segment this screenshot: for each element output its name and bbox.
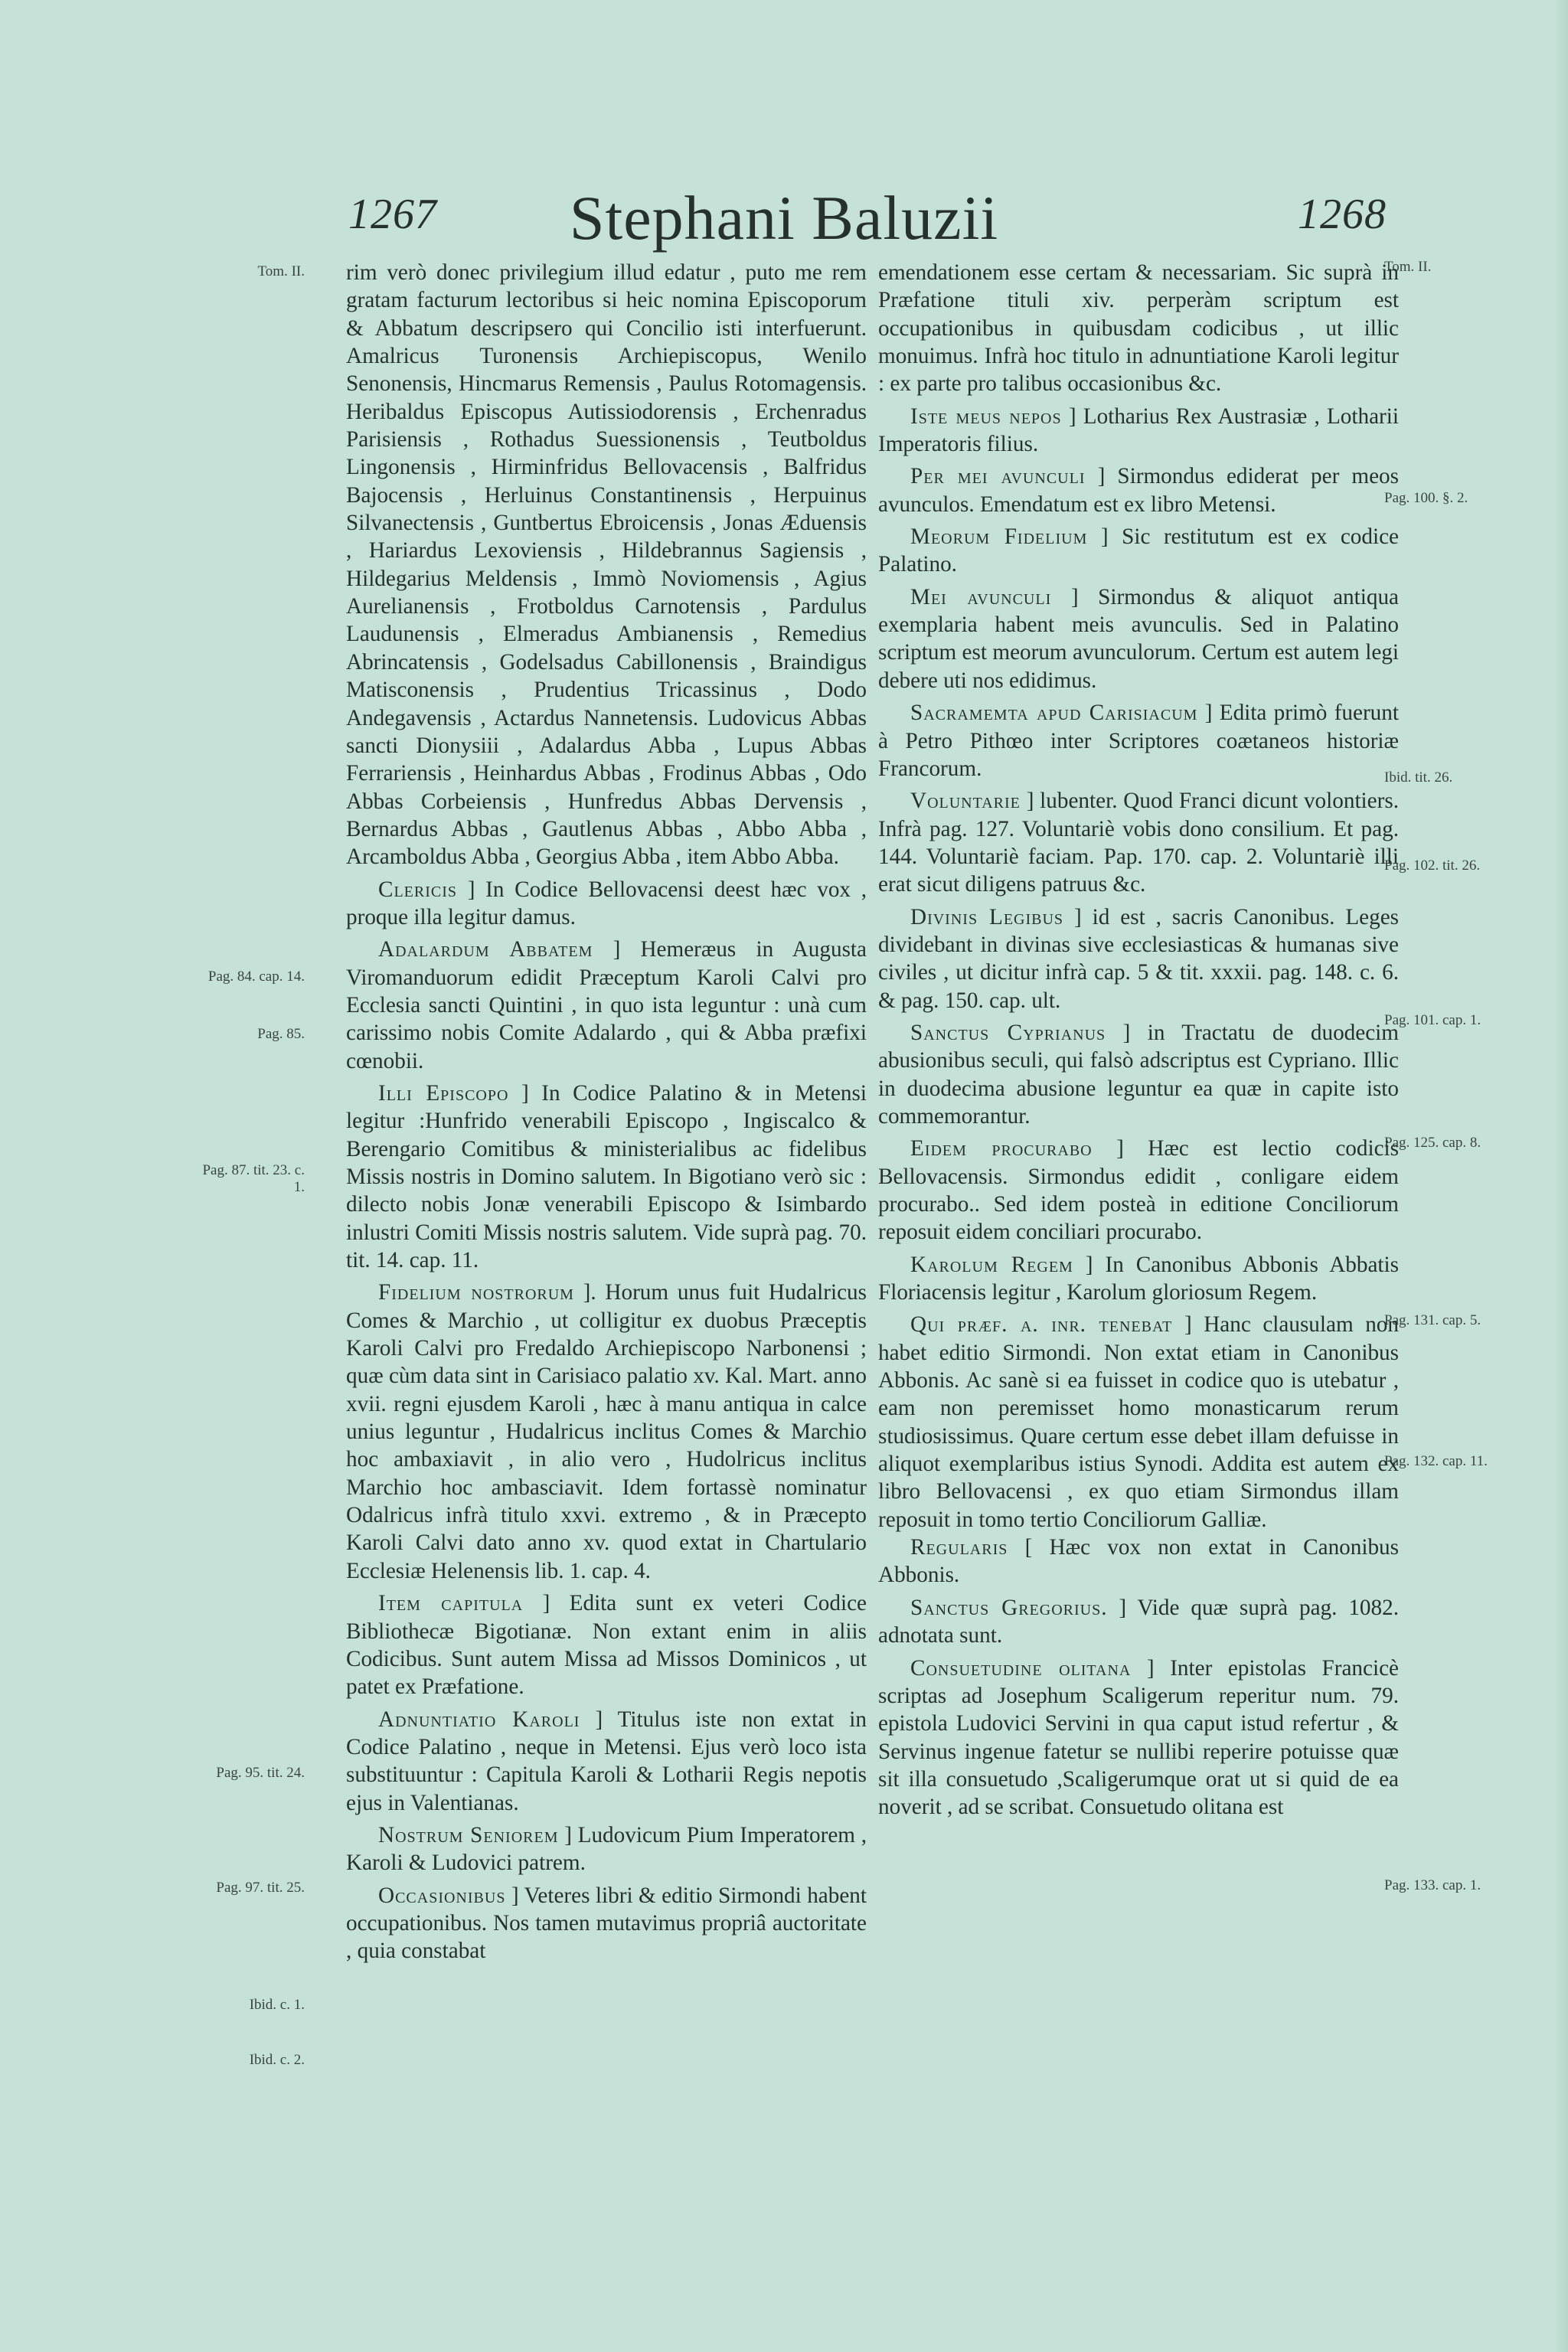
paragraph-text: ] Sic restitutum est ex codice Palatino. — [878, 524, 1400, 577]
page-header — [0, 182, 1568, 251]
page-edge — [1554, 0, 1568, 2352]
lemma: Mei avunculi — [910, 584, 1052, 609]
margin-note: Pag. 102. tit. 26. — [1384, 858, 1481, 874]
paragraph — [878, 1594, 1399, 1650]
lemma: Nostrum Seniorem — [378, 1822, 559, 1847]
lemma: Divinis Legibus — [910, 904, 1064, 929]
paragraph-text: ] In Canonibus Abbonis Abbatis Floriacensis legitur , Karolum gloriosum Regem. — [878, 1252, 1399, 1305]
paragraph — [346, 1589, 867, 1700]
paragraph — [346, 936, 867, 1075]
margin-note: Pag. 87. tit. 23. c. 1. — [202, 1162, 305, 1195]
paragraph-text: ]. Horum unus fuit Hudalricus Comes & Marchio , ut colligitur ex duobus Præceptis Karoli Calvi pro Fredaldo Archiepiscopo Narbonensi ; quæ cùm data sint in Carisiaco palatio xv. Kal. Mart. anno xvii. regni ejusdem Karoli , hæc à manu antiqua in calce unius leguntur , Hudalricus inclitus Comes & Marchio hoc ambaxiavit , in alio vero , Hudolricus inclitus Marchio hoc ambasciavit. Idem fortassè nominatur Odalricus infrà titulo xxvi. extremo , & in Præcepto Karoli Calvi dato anno xv. quod extat in Chartulario Ecclesiæ Helenensis lib. 1. cap. 4. — [346, 1280, 867, 1583]
paragraph: emendationem esse certam & necessariam. Sic suprà in Præfatione tituli xiv. perperàm scriptum est occupationibus in quibusdam codicibus , ut illic monuimus. Infrà hoc titulo in adnuntiatione Karoli legitur : ex parte pro talibus occasionibus &c. — [878, 260, 1399, 397]
lemma: Sanctus Cyprianus — [910, 1020, 1106, 1045]
lemma: Regularis — [910, 1535, 1008, 1560]
lemma: Iste meus nepos — [910, 403, 1062, 429]
paragraph-text: ] Titulus iste non extat in Codice Palatino , neque in Metensi. Ejus verò loco ista substituuntur : Capitula Karoli & Lotharii Regis nepotis ejus in Valentianas. — [346, 1707, 867, 1815]
lemma: Eidem procurabo — [910, 1136, 1093, 1161]
paragraph-text: ] Vide quæ suprà pag. 1082. adnotata sunt. — [878, 1595, 1399, 1648]
lemma: Illi Episcopo — [378, 1080, 509, 1106]
lemma: Sanctus Gregorius. — [910, 1595, 1108, 1620]
paragraph-text: ] lubenter. Quod Franci dicunt volontiers. Infrà pag. 127. Voluntariè vobis dono consilium. Et pag. 144. Voluntariè faciam. Pap. 170. cap. 2. Voluntariè illi erat sicut diligens patruus &c. — [878, 789, 1400, 897]
lemma: Karolum Regem — [910, 1252, 1073, 1277]
paragraph-text: ] Sirmondus & aliquot antiqua exemplaria habent meis avunculis. Sed in Palatino scriptum est meorum avunculorum. Certum est autem legi debere uti nos edidimus. — [878, 584, 1400, 693]
lemma: Clericis — [378, 877, 458, 902]
paragraph-text: ] Veteres libri & editio Sirmondi habent occupationibus. Nos tamen mutavimus propriâ auctoritate , quia constabat — [346, 1883, 867, 1964]
margin-note: Pag. 132. cap. 11. — [1384, 1453, 1488, 1469]
paragraph — [878, 523, 1399, 579]
paragraph: rim verò donec privilegium illud edatur , puto me rem gratam facturum lectoribus si heic nomina Episcoporum & Abbatum descripsero qui Concilio isti interfuerunt. Amalricus Turonensis Archiepiscopus, Wenilo Senonensis, Hincmarus Remensis , Paulus Rotomagensis. Heribaldus Episcopus Autissiodorensis , Erchenradus Parisiensis , Rothadus Suessionensis , Teutboldus Lingonensis , Hirminfridus Bellovacensis , Balfridus Bajocensis , Herluinus Constantinensis , Herpuinus Silvanectensis , Guntbertus Ebroicensis , Jonas Æduensis , Hariardus Lexoviensis , Hildebrannus Sagiensis , Hildegarius Meldensis , Immò Noviomensis , Agius Aurelianensis , Frotboldus Carnotensis , Pardulus Laudunensis , Elmeradus Ambianensis , Remedius Abrincatensis , Godelsadus Cabillonensis , Braindigus Matisconensis , Prudentius Tricassinus , Dodo Andegavensis , Actardus Nannetensis. Ludovicus Abbas sancti Dionysiii , Adalardus Abba , Lupus Abbas Ferrariensis , Heinhardus Abbas , Frodinus Abbas , Odo Abbas Corbeiensis , Hunfredus Abbas Dervensis , Bernardus Abbas , Gautlenus Abbas , Abbo Abba , Arcamboldus Abba , Georgius Abba , item Abbo Abba. — [346, 260, 867, 870]
paragraph-text: ] Ludovicum Pium Imperatorem , Karoli & Ludovici patrem. — [346, 1822, 867, 1876]
margin-note: Ibid. c. 2. — [249, 2052, 305, 2068]
paragraph-text: ] Hemeræus in Augusta Viromanduorum edidit Præceptum Karoli Calvi pro Ecclesia sancti Quintini , in quo ista leguntur : unà cum carissimo nobis Comite Adalardo , qui & Abba præfixi cœnobii. — [346, 937, 867, 1073]
paragraph — [878, 1135, 1399, 1246]
lemma: Occasionibus — [378, 1883, 506, 1908]
margin-note: Ibid. tit. 26. — [1384, 769, 1453, 786]
lemma: Per mei avunculi — [910, 464, 1086, 489]
paragraph — [878, 1019, 1399, 1130]
margin-note: Pag. 101. cap. 1. — [1384, 1012, 1481, 1028]
paragraph — [878, 583, 1399, 694]
paragraph — [346, 1706, 867, 1817]
margin-note-tom-right: Tom. II. — [1384, 259, 1432, 275]
left-column — [346, 259, 867, 1965]
paragraph — [878, 1311, 1399, 1534]
lemma: Item capitula — [378, 1591, 524, 1616]
paragraph — [878, 1655, 1399, 1821]
paragraph — [346, 876, 867, 932]
running-title: Stephani Baluzii — [569, 183, 999, 253]
paragraph — [346, 1279, 867, 1585]
page-number-left: 1267 — [348, 191, 437, 238]
paragraph-text: ] Inter epistolas Francicè scriptas ad Josephum Scaligerum reperitur num. 79. epistola Ludovici Servini in qua caput istud refertur , & Servinus ingenue fatetur se nullibi reperire potuisse quæ sit illa consuetudo ,Scaligerumque orat ut si quid de ea noverit , ad se scribat. Consuetudo olitana est — [878, 1655, 1399, 1820]
margin-note: Pag. 125. cap. 8. — [1384, 1135, 1481, 1151]
margin-note: Pag. 95. tit. 24. — [216, 1765, 305, 1781]
margin-note: Pag. 133. cap. 1. — [1384, 1877, 1481, 1893]
paragraph-text: ] In Codice Bellovacensi deest hæc vox , proque illa legitur damus. — [346, 877, 867, 929]
margin-note: Pag. 97. tit. 25. — [216, 1880, 305, 1896]
paragraph-text: ] Hanc clausulam non habet editio Sirmondi. Non extat etiam in Canonibus Abbonis. Ac sanè si ea fuisset in codice quo is utebatur , eam non peremisset homo monasticarum rerum studiosissimus. Quare certum esse debet illam defuisse in aliquot exemplaribus istius Synodi. Addita est autem ex libro Bellovacensi , ex quo etiam Sirmondus illam reposuit in tomo tertio Conciliorum Galliæ. — [878, 1312, 1399, 1532]
lemma: Meorum Fidelium — [910, 524, 1088, 550]
margin-note: Ibid. c. 1. — [249, 1997, 305, 2013]
paragraph-text: ] Hæc est lectio codicis Bellovacensis. Sirmondus edidit , conligare eidem procurabo.. Sed idem posteà in editione Conciliorum reposuit eidem conciliari procurabo. — [878, 1136, 1400, 1245]
paragraph — [878, 1534, 1399, 1589]
paragraph-text: ] id est , sacris Canonibus. Leges dividebant in divinas sive ecclesiasticas & humanas sive civiles , ut dicitur infrà cap. 5 & tit. xxxii. pag. 148. c. 6. & pag. 150. cap. ult. — [878, 904, 1400, 1013]
paragraph-text: ] in Tractatu de duodecim abusionibus seculi, qui falsò adscriptus est Cypriano. Illic in duodecima abusione leguntur ea quæ in capite isto commemorantur. — [878, 1020, 1399, 1129]
paragraph — [878, 462, 1399, 518]
paragraph — [346, 1882, 867, 1965]
paragraph — [878, 787, 1399, 898]
lemma: Qui præf. a. inr. tenebat — [910, 1312, 1173, 1338]
right-column — [878, 259, 1399, 1821]
paragraph — [346, 1821, 867, 1877]
margin-note: Pag. 100. §. 2. — [1384, 490, 1468, 506]
paragraph — [346, 1080, 867, 1274]
paragraph-text: ] Edita sunt ex veteri Codice Bibliothecæ Bigotianæ. Non extant enim in aliis Codicibus. Sunt autem Missa ad Missos Dominicos , ut patet ex Præfatione. — [346, 1591, 867, 1700]
paragraph — [878, 1251, 1399, 1307]
lemma: Voluntarie — [910, 789, 1021, 814]
lemma: Adalardum Abbatem — [378, 937, 593, 962]
paragraph — [878, 903, 1399, 1014]
paragraph — [878, 699, 1399, 782]
paragraph — [878, 403, 1399, 459]
lemma: Consuetudine olitana — [910, 1655, 1132, 1681]
lemma: Sacramemta apud Carisiacum — [910, 701, 1198, 726]
margin-note-tom-left: Tom. II. — [257, 263, 305, 279]
lemma: Fidelium nostrorum — [378, 1280, 574, 1305]
margin-note: Pag. 84. cap. 14. — [207, 969, 305, 985]
page-number-right: 1268 — [1298, 191, 1387, 238]
paragraph-text: [ Hæc vox non extat in Canonibus Abbonis. — [878, 1535, 1400, 1588]
paragraph-text: ] Sirmondus ediderat per meos avunculos. Emendatum est ex libro Metensi. — [878, 464, 1400, 517]
paragraph-text: ] In Codice Palatino & in Metensi legitur :Hunfrido venerabili Episcopo , Ingiscalco & Berengario Comitibus & ministerialibus ac fidelibus Missis nostris in Domino salutem. In Bigotiano verò sic : dilecto nobis Jonæ venerabili Episcopo & Isimbardo inlustri Comiti Missis nostris salutem. Vide suprà pag. 70. tit. 14. cap. 11. — [346, 1080, 867, 1273]
paragraph-text: ] Lotharius Rex Austrasiæ , Lotharii Imperatoris filius. — [878, 403, 1399, 457]
paragraph-text: ] Edita primò fuerunt à Petro Pithœo inter Scriptores coætaneos historiæ Francorum. — [878, 701, 1399, 781]
lemma: Adnuntiatio Karoli — [378, 1707, 580, 1732]
margin-note: Pag. 85. — [257, 1026, 305, 1042]
margin-note: Pag. 131. cap. 5. — [1384, 1312, 1481, 1328]
